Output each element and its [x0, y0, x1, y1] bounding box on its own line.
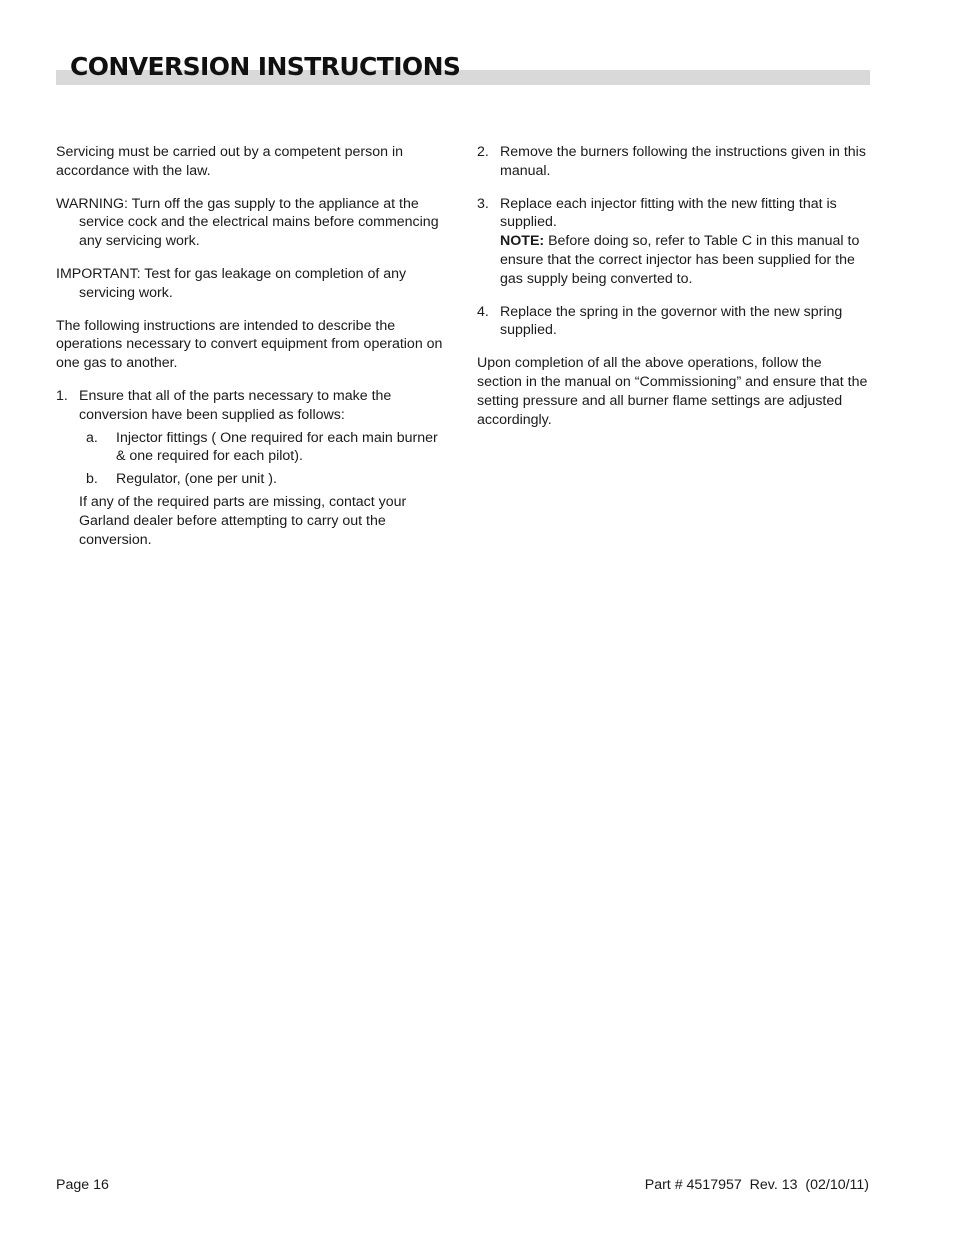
completion-paragraph: Upon completion of all the above operations, follow the section in the manual on “Commissioning” and ensure that the setting pressure and all burner flame settings are adjusted accordingly. — [477, 355, 868, 428]
step-2-text: Remove the burners following the instructions given in this manual. — [500, 144, 866, 179]
part-number: Part # 4517957 Rev. 13 (02/10/11) — [644, 1177, 869, 1193]
missing-parts-note: If any of the required parts are missing, contact your Garland dealer before attempting to carry out the conversion. — [79, 493, 407, 548]
list-letter: b. — [86, 471, 98, 488]
list-item-text: Regulator, (one per unit ). — [116, 471, 277, 488]
step-4 — [477, 303, 869, 341]
intro-paragraph: Servicing must be carried out by a competent person in accordance with the law. — [56, 144, 403, 179]
step-number: 1. — [56, 387, 68, 404]
injector-note — [500, 232, 869, 288]
list-letter: a. — [86, 429, 98, 446]
warning-paragraph: WARNING: Turn off the gas supply to the appliance at the service cock and the electrical mains before commencing any servicing work. — [56, 195, 439, 250]
important-paragraph: IMPORTANT: Test for gas leakage on completion of any servicing work. — [56, 265, 407, 301]
page-number: Page 16 — [56, 1177, 109, 1193]
step-2 — [477, 143, 869, 181]
step-3 — [477, 195, 869, 289]
left-column — [56, 143, 451, 563]
step-number: 4. — [477, 303, 489, 320]
right-column — [477, 143, 869, 443]
list-item — [86, 470, 451, 489]
page-title: CONVERSION INSTRUCTIONS — [70, 52, 461, 81]
step-number: 2. — [477, 144, 489, 160]
step-4-text: Replace the spring in the governor with the new spring supplied. — [500, 303, 843, 339]
parts-list — [79, 429, 451, 489]
note-label: NOTE: — [500, 233, 545, 250]
step-1-text: Ensure that all of the parts necessary to make the conversion have been supplied as follows: — [79, 387, 392, 423]
following-paragraph: The following instructions are intended to describe the operations necessary to convert equipment from operation on one gas to another. — [56, 317, 443, 372]
note-text: Before doing so, refer to Table C in this manual to ensure that the correct injector has been supplied for the gas supply being converted to. — [500, 233, 860, 287]
list-item — [86, 429, 451, 467]
list-item-text: Injector fittings ( One required for each main burner & one required for each pilot). — [116, 429, 438, 465]
step-number: 3. — [477, 195, 489, 212]
step-3-text: Replace each injector fitting with the new fitting that is supplied. — [500, 195, 837, 231]
step-1 — [56, 387, 451, 549]
